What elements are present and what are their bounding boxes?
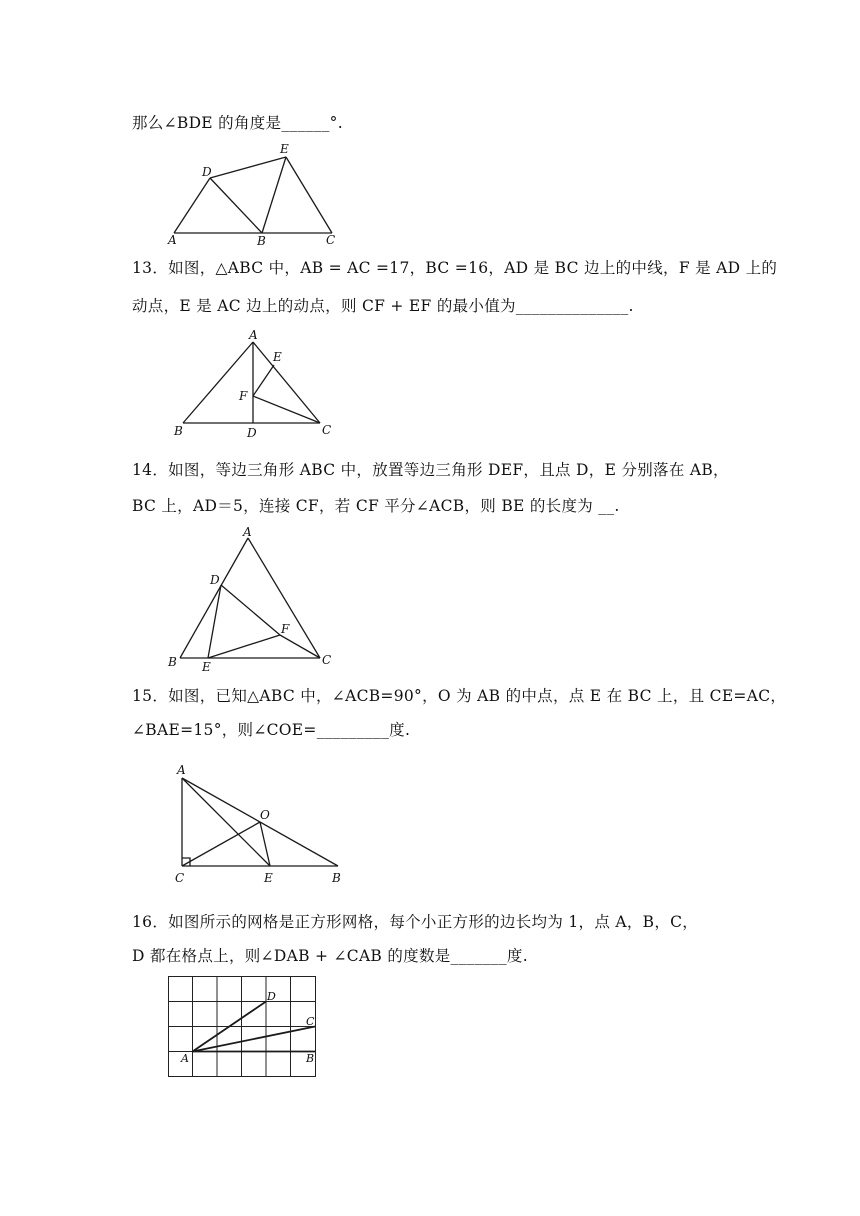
figure-12-svg — [160, 140, 360, 250]
fig13-label-b: B — [174, 424, 183, 438]
fig12-label-c: C — [326, 233, 336, 247]
figure-16-svg — [168, 976, 318, 1079]
fig12-segment-de — [210, 157, 286, 178]
figure-13-svg — [170, 328, 340, 443]
fig16-label-c: C — [306, 1015, 315, 1028]
problem-16-text-line2: D 都在格点上，则∠DAB + ∠CAB 的度数是_______度. — [132, 947, 528, 965]
fig14-segment-df — [221, 585, 280, 635]
fig13-label-f: F — [239, 389, 248, 403]
fig14-label-a: A — [243, 525, 252, 539]
fig13-label-c: C — [322, 423, 332, 437]
fig12-label-b: B — [257, 234, 266, 248]
fig15-label-o: O — [260, 808, 270, 822]
fig15-label-b: B — [332, 871, 341, 885]
fig14-segment-ac — [248, 538, 320, 658]
fig15-label-e: E — [264, 871, 273, 885]
fig13-label-a: A — [249, 328, 258, 342]
fig13-label-d: D — [247, 426, 257, 440]
fig14-segment-ef — [208, 635, 280, 658]
fig15-label-a: A — [177, 763, 186, 777]
figure-13 — [170, 328, 340, 443]
figure-15 — [170, 758, 360, 890]
fig16-label-a: A — [181, 1052, 189, 1065]
fig16-label-d: D — [267, 990, 276, 1003]
fig15-segment-oe — [260, 822, 270, 866]
problem-14-text-line2: BC 上，AD＝5，连接 CF，若 CF 平分∠ACB，则 BE 的长度为 __. — [132, 497, 620, 515]
fig14-label-f: F — [281, 622, 290, 636]
fig13-label-e: E — [273, 350, 282, 364]
fig14-label-e: E — [202, 660, 211, 674]
fig13-segment-ab — [183, 342, 253, 423]
problem-12-text-line1: 那么∠BDE 的角度是______°. — [132, 114, 343, 132]
problem-15-text-line2: ∠BAE=15°，则∠COE=_________度. — [132, 721, 411, 739]
fig15-label-c: C — [175, 871, 185, 885]
figure-12 — [160, 140, 360, 250]
fig12-segment-eb — [262, 157, 286, 233]
fig14-segment-ab — [180, 538, 248, 658]
problem-16-text-line1: 16．如图所示的网格是正方形网格，每个小正方形的边长均为 1，点 A，B，C， — [132, 913, 699, 931]
fig12-label-a: A — [168, 233, 177, 247]
figure-16 — [168, 976, 318, 1079]
fig14-label-d: D — [210, 573, 220, 587]
fig14-label-b: B — [168, 655, 177, 669]
figure-15-svg — [170, 758, 360, 890]
problem-13-text-line1: 13．如图，△ABC 中，AB = AC =17，BC =16，AD 是 BC 边上的中线，F 是 AD 上的 — [132, 259, 778, 277]
fig14-segment-cf — [280, 635, 320, 658]
figure-14-svg — [164, 522, 344, 672]
fig14-label-c: C — [322, 653, 332, 667]
fig13-segment-fe — [253, 365, 274, 396]
figure-14 — [164, 522, 344, 672]
fig15-segment-ae — [182, 778, 270, 866]
fig12-segment-db — [210, 178, 262, 233]
fig12-label-e: E — [280, 142, 289, 156]
fig12-segment-ec — [286, 157, 332, 233]
fig12-segment-ad — [174, 178, 210, 233]
fig16-label-b: B — [306, 1052, 315, 1065]
fig16-grid — [169, 977, 316, 1077]
problem-15-text-line1: 15．如图，已知△ABC 中，∠ACB=90°，O 为 AB 的中点，点 E 在 BC 上，且 CE=AC， — [132, 687, 787, 705]
problem-13-text-line2: 动点，E 是 AC 边上的动点，则 CF + EF 的最小值为______________. — [132, 297, 634, 315]
fig12-label-d: D — [202, 165, 212, 179]
fig13-segment-fc — [253, 396, 320, 423]
fig13-segment-ac — [253, 342, 320, 423]
problem-14-text-line1: 14．如图，等边三角形 ABC 中，放置等边三角形 DEF，且点 D，E 分别落在 AB， — [132, 461, 729, 479]
